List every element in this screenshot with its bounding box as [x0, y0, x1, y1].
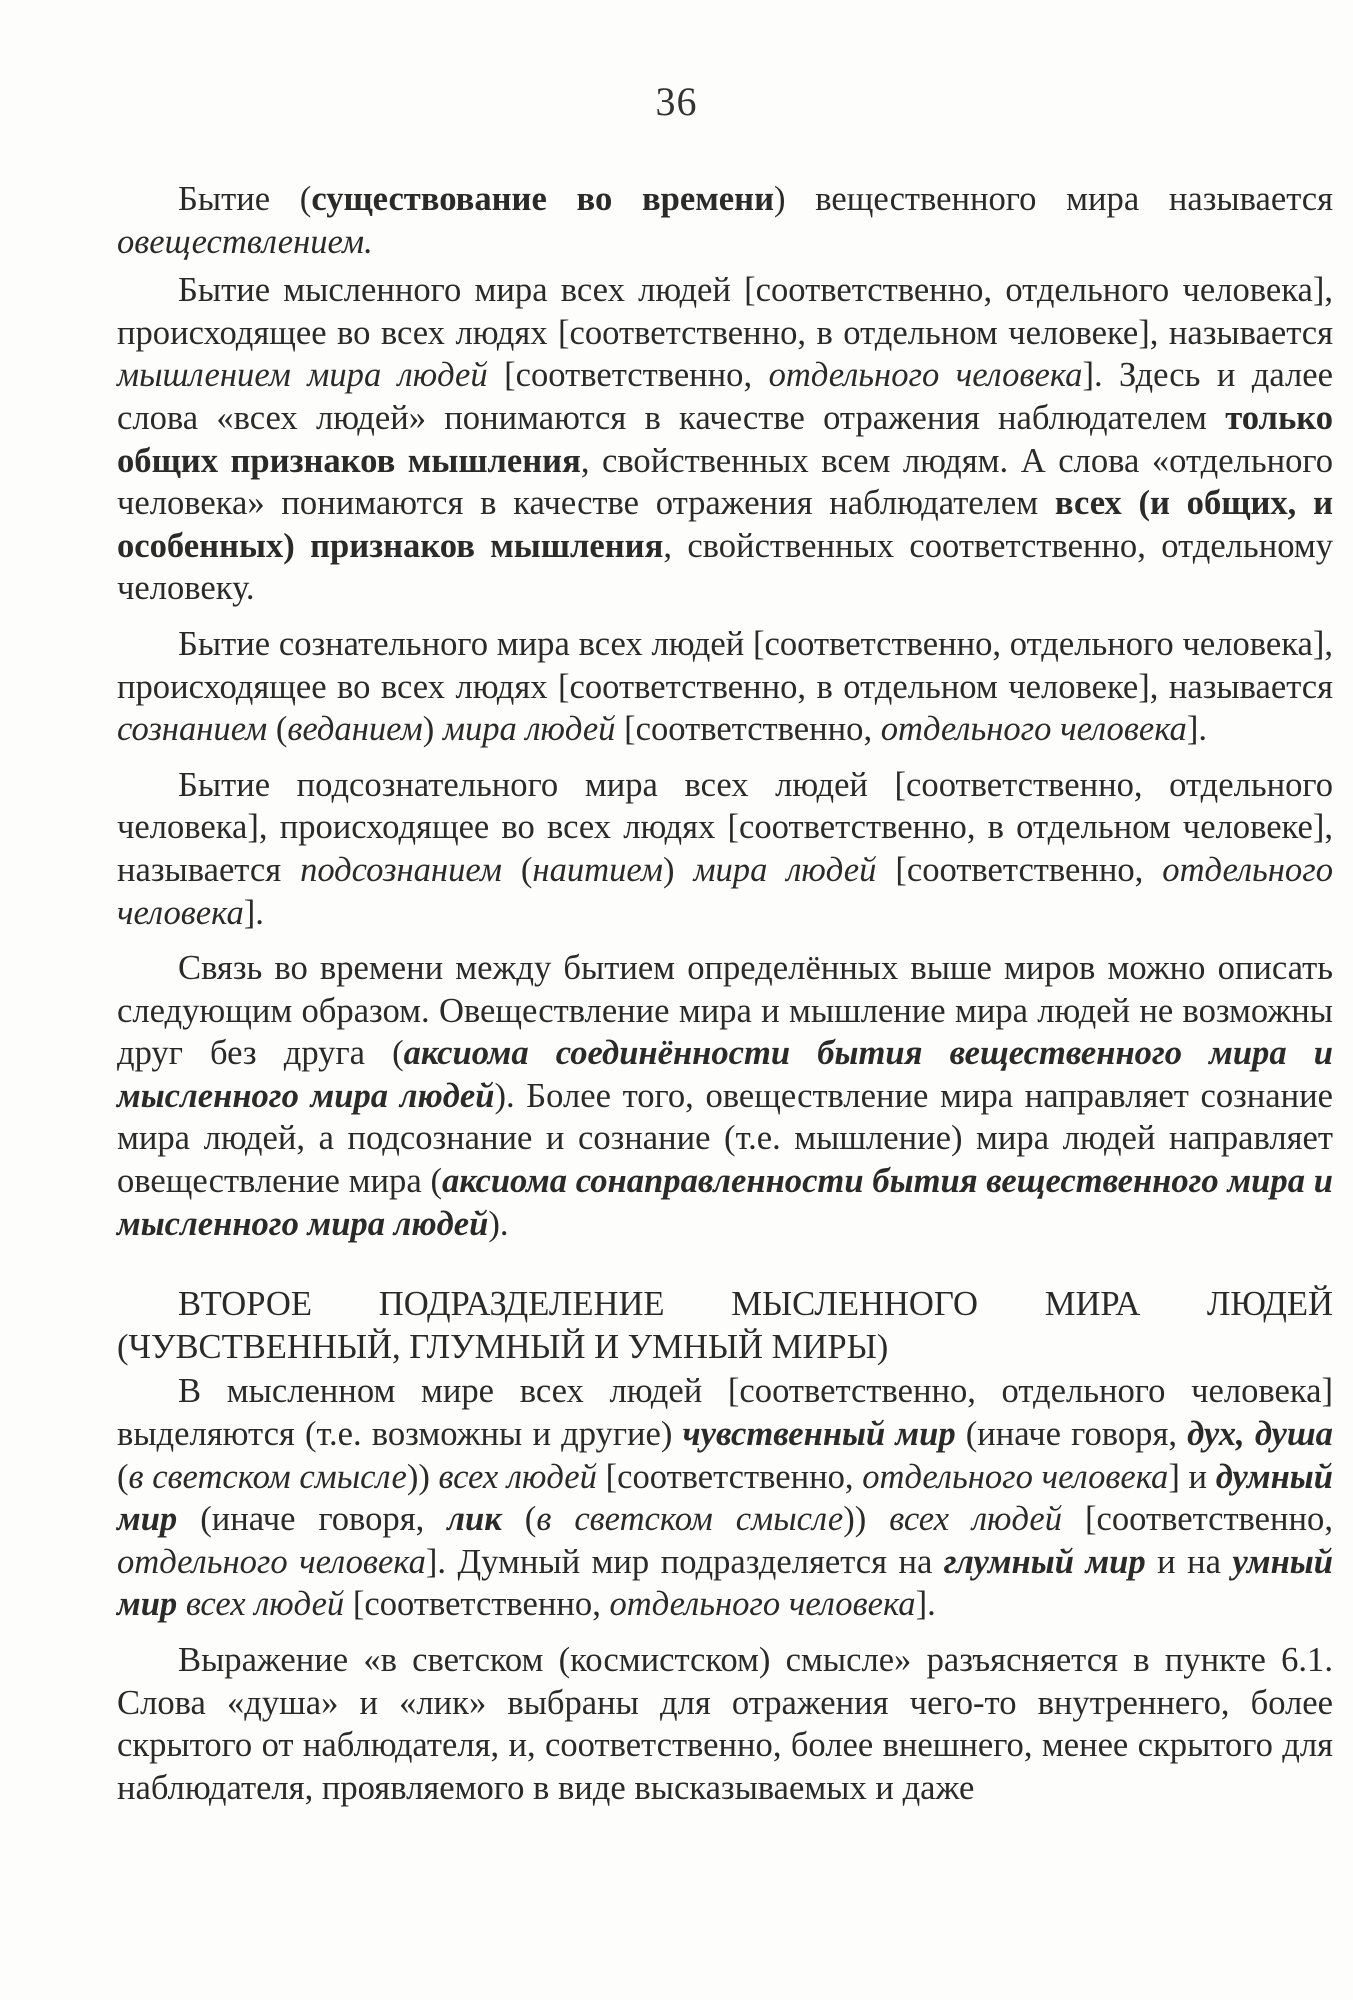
paragraph	[117, 1639, 1333, 1809]
text-run: [соответственно,	[1062, 1500, 1333, 1539]
text-run: (	[501, 850, 533, 889]
emphasis-text: мира людей	[693, 850, 877, 889]
emphasis-text: сознанием	[117, 710, 268, 749]
section-heading: ВТОРОЕ ПОДРАЗДЕЛЕНИЕ МЫСЛЕННОГО МИРА ЛЮДЕЙ (ЧУВСТВЕННЫЙ, ГЛУМНЫЙ И УМНЫЙ МИРЫ)	[117, 1285, 1333, 1366]
text-run	[177, 1585, 186, 1623]
paragraph	[117, 178, 1333, 263]
paragraph	[117, 947, 1333, 1245]
emphasis-text: лик	[447, 1500, 502, 1539]
text-run: и на	[1145, 1542, 1233, 1581]
text-run: Бытие подсознательного мира всех людей [соответственно, отдельного человека], происходящее во всех людях [соответственно, в отдельном человеке], называется	[117, 765, 1333, 889]
text-run: ]. Думный мир подразделяется на	[425, 1542, 944, 1581]
emphasis-text: всех людей	[889, 1500, 1062, 1539]
text-run: В мысленном мире всех людей [соответственно, отдельного человека] выделяются (т.е. возможны и другие)	[117, 1372, 1333, 1454]
text-run: ]. Здесь и далее слова «всех людей» понимаются в качестве отражения наблюдателем	[117, 356, 1333, 437]
emphasis-text: отдельного человека	[609, 1585, 916, 1624]
emphasis-text: дух, душа	[1187, 1415, 1333, 1454]
text-run: ].	[1186, 710, 1207, 749]
text-run: ].	[915, 1585, 936, 1624]
text-run: , свойственных всем людям. А слова «отдельного человека» понимаются в качестве отражения наблюдателем	[117, 441, 1333, 523]
paragraph	[117, 269, 1333, 610]
text-run: (иначе говоря,	[177, 1500, 448, 1539]
text-run: (	[501, 1500, 537, 1539]
text-run: )	[662, 850, 694, 889]
emphasis-text: в светском смысле	[128, 1457, 407, 1496]
text-run: (	[117, 1457, 129, 1496]
page-body	[117, 178, 1333, 1822]
text-run: Бытие мысленного мира всех людей [соответственно, отдельного человека], происходящее во всех людях [соответственно, в отдельном человеке], называется	[117, 271, 1333, 352]
emphasis-text: мира людей	[442, 710, 616, 749]
text-run: [соответственно,	[615, 710, 881, 749]
emphasis-text: отдельного человека	[880, 710, 1187, 749]
emphasis-text: всех людей	[185, 1585, 345, 1624]
text-run: (иначе говоря,	[955, 1415, 1188, 1454]
text-run: (	[267, 710, 288, 749]
text-run: Выражение «в светском (космистском) смысле» разъясняется в пункте 6.1. Слова «душа» и «лик» выбраны для отражения чего-то внутреннего, более скрытого от наблюдателя, и, соответственно, более внешнего, менее скрытого для наблюдателя, проявляемого в виде высказываемых и даже	[117, 1641, 1333, 1807]
emphasis-text: аксиома соединённости бытия вещественного мира и мысленного мира людей	[117, 1034, 1333, 1115]
text-run: [соответственно,	[596, 1457, 863, 1496]
paragraph	[117, 623, 1333, 751]
text-run: [соответственно,	[876, 850, 1163, 889]
emphasis-text: глумный мир	[943, 1542, 1146, 1581]
emphasis-text: думный мир	[117, 1457, 1334, 1539]
emphasis-text: мышлением мира людей	[117, 356, 488, 395]
emphasis-text: только общих признаков мышления	[117, 398, 1333, 480]
text-run: ). Более того, овеществление мира направляет сознание мира людей, а подсознание и сознание (т.е. мышление) мира людей направляет овеществление мира (	[117, 1076, 1333, 1201]
emphasis-text: всех людей	[438, 1457, 597, 1496]
text-run: ) вещественного мира называется	[774, 180, 1333, 218]
text-run: )	[422, 710, 443, 749]
text-run: ))	[406, 1457, 439, 1496]
text-run: [соответственно,	[344, 1585, 610, 1624]
emphasis-text: аксиома сонаправленности бытия вещественного мира и мысленного мира людей	[117, 1162, 1333, 1243]
emphasis-text: существование во времени	[311, 180, 775, 218]
text-run: Связь во времени между бытием определённых выше миров можно описать следующим образом. Овеществление мира и мышление мира людей не возможны друг без друга (	[117, 949, 1333, 1073]
emphasis-text: отдельного человека	[117, 850, 1333, 932]
emphasis-text: отдельного человека	[862, 1457, 1169, 1496]
text-run: ))	[843, 1500, 890, 1539]
paragraph	[117, 1370, 1333, 1626]
text-run: Бытие (	[178, 180, 312, 218]
text-run: ].	[243, 893, 264, 932]
emphasis-text: наитием	[532, 850, 663, 889]
emphasis-text: чувственный мир	[682, 1415, 956, 1454]
paragraph	[117, 764, 1333, 934]
page-number: 36	[655, 79, 698, 124]
text-run: [соответственно,	[487, 356, 769, 395]
emphasis-text: веданием	[287, 710, 423, 749]
text-run: ).	[488, 1204, 509, 1243]
text-run: ] и	[1168, 1457, 1216, 1496]
emphasis-text: отдельного человека	[117, 1542, 426, 1581]
text-run: , свойственных соответственно, отдельному человеку.	[117, 526, 1333, 608]
emphasis-text: всех (и общих, и особенных) признаков мышления	[117, 484, 1333, 565]
emphasis-text: подсознанием	[300, 850, 502, 889]
emphasis-text: овеществлением.	[117, 222, 373, 261]
emphasis-text: отдельного человека	[768, 356, 1083, 395]
text-run: Бытие сознательного мира всех людей [соответственно, отдельного человека], происходящее во всех людях [соответственно, в отдельном человеке], называется	[117, 624, 1333, 706]
emphasis-text: умный мир	[117, 1542, 1334, 1624]
emphasis-text: в светском смысле	[536, 1500, 844, 1539]
